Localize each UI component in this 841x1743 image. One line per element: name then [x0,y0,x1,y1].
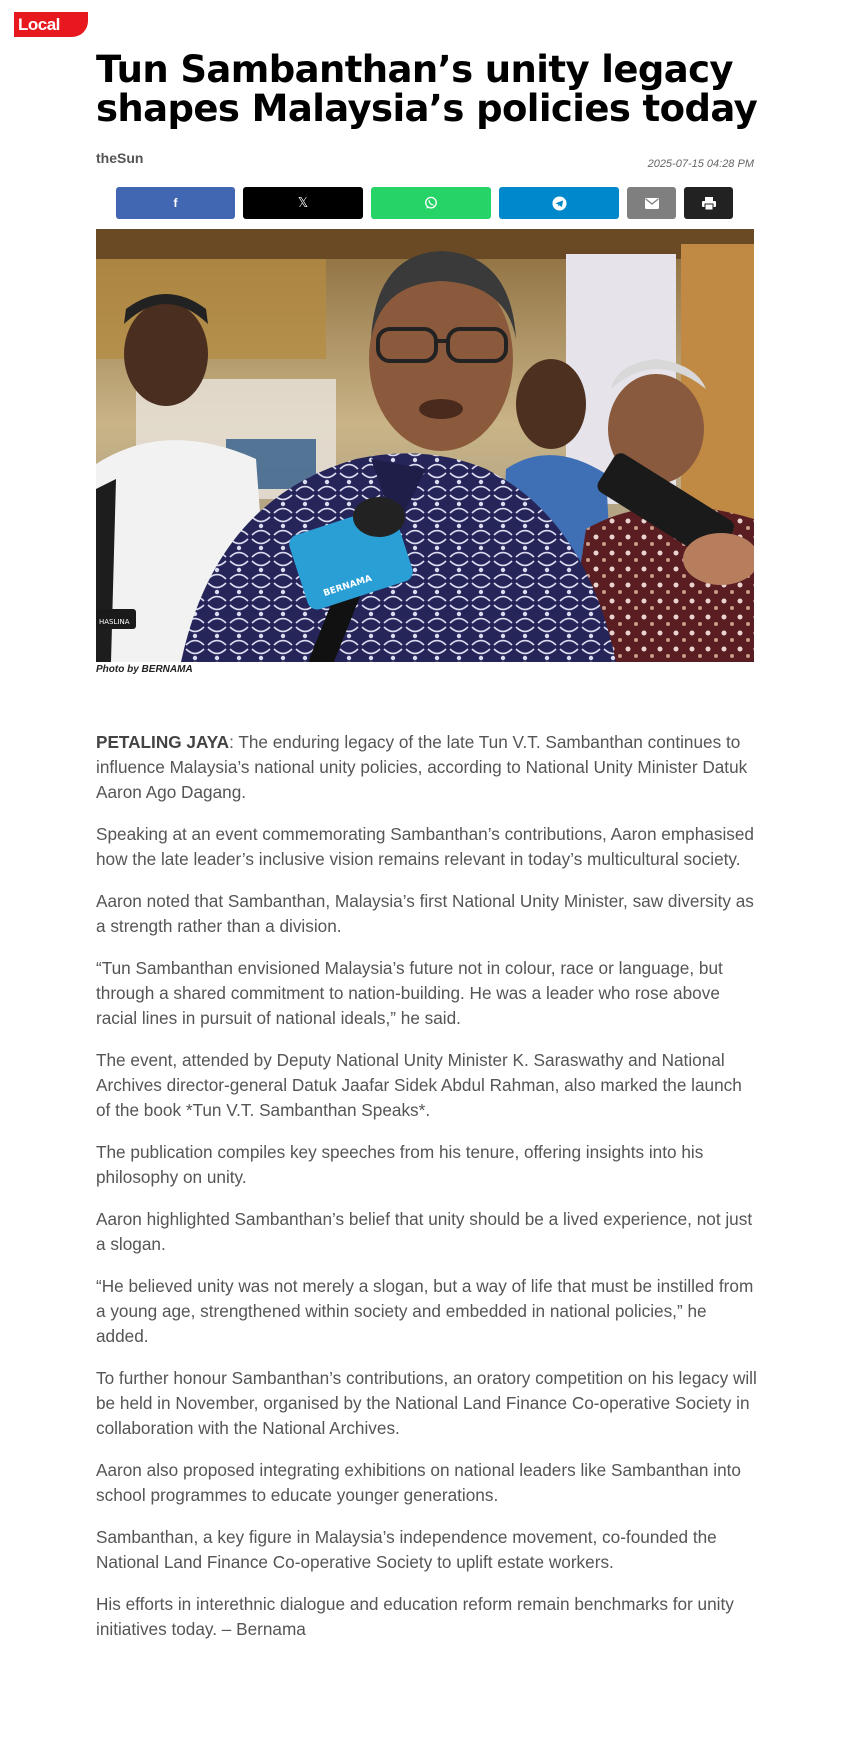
x-icon: 𝕏 [297,195,309,210]
article-paragraph: The publication compiles key speeches from his tenure, offering insights into his philosophy on unity. [96,1142,704,1187]
article-photo [96,229,754,662]
share-telegram-button[interactable] [499,187,619,219]
article-paragraph: Sambanthan, a key figure in Malaysia’s independence movement, co-founded the National Land Finance Co-operative Society to uplift estate workers. [96,1527,717,1572]
print-icon [702,197,716,210]
article-paragraph: “He believed unity was not merely a slogan, but a way of life that must be instilled from a young age, strengthened within society and embedded in national policies,” he added. [96,1276,754,1346]
article-paragraph: Speaking at an event commemorating Sambanthan’s contributions, Aaron emphasised how the late leader’s inclusive vision remains relevant in today’s multicultural society. [96,824,754,869]
share-whatsapp-button[interactable] [371,187,491,219]
lead-text: : The enduring legacy of the late Tun V.T. Sambanthan continues to influence Malaysia’s national unity policies, according to National Unity Minister Datuk Aaron Ago Dagang. [96,732,748,802]
article-paragraph: Aaron noted that Sambanthan, Malaysia’s first National Unity Minister, saw diversity as a strength rather than a division. [96,891,754,936]
article-paragraph: The event, attended by Deputy National Unity Minister K. Saraswathy and National Archives director-general Datuk Jaafar Sidek Abdul Rahman, also marked the launch of the book *Tun V.T. Sambanthan Speaks*. [96,1050,742,1120]
share-facebook-button[interactable] [116,187,235,219]
article-paragraph-lead [96,730,760,805]
article-paragraph: To further honour Sambanthan’s contributions, an oratory competition on his legacy will be held in November, organised by the National Land Finance Co-operative Society in collaboration with the National Archives. [96,1368,757,1438]
facebook-icon: f [173,196,178,210]
mic-label: BERNAMA [322,573,374,599]
whatsapp-icon [424,196,438,210]
article-paragraph: Aaron highlighted Sambanthan’s belief that unity should be a lived experience, not just a slogan. [96,1209,753,1254]
article-photo-illustration [96,229,754,662]
photo-caption: Photo by BERNAMA [96,664,193,675]
dateline: PETALING JAYA [96,732,230,752]
share-email-button[interactable] [627,187,676,219]
name-badge-label: HASLINA [99,618,130,626]
publish-date: 2025-07-15 04:28 PM [647,158,754,170]
article-body [96,730,760,1659]
share-x-button[interactable] [243,187,363,219]
share-print-button[interactable] [684,187,733,219]
article-paragraph: “Tun Sambanthan envisioned Malaysia’s future not in colour, race or language, but through a shared commitment to nation-building. He was a leader who rose above racial lines in pursuit of national ideals,” he said. [96,958,723,1028]
article-paragraph: Aaron also proposed integrating exhibitions on national leaders like Sambanthan into school programmes to educate younger generations. [96,1460,741,1505]
section-badge[interactable]: Local [14,12,88,37]
mail-icon [645,198,659,209]
telegram-icon [552,196,567,211]
article-paragraph: His efforts in interethnic dialogue and education reform remain benchmarks for unity initiatives today. – Bernama [96,1594,734,1639]
author[interactable]: theSun [96,150,144,166]
headline: Tun Sambanthan’s unity legacy shapes Malaysia’s policies today [96,48,758,130]
